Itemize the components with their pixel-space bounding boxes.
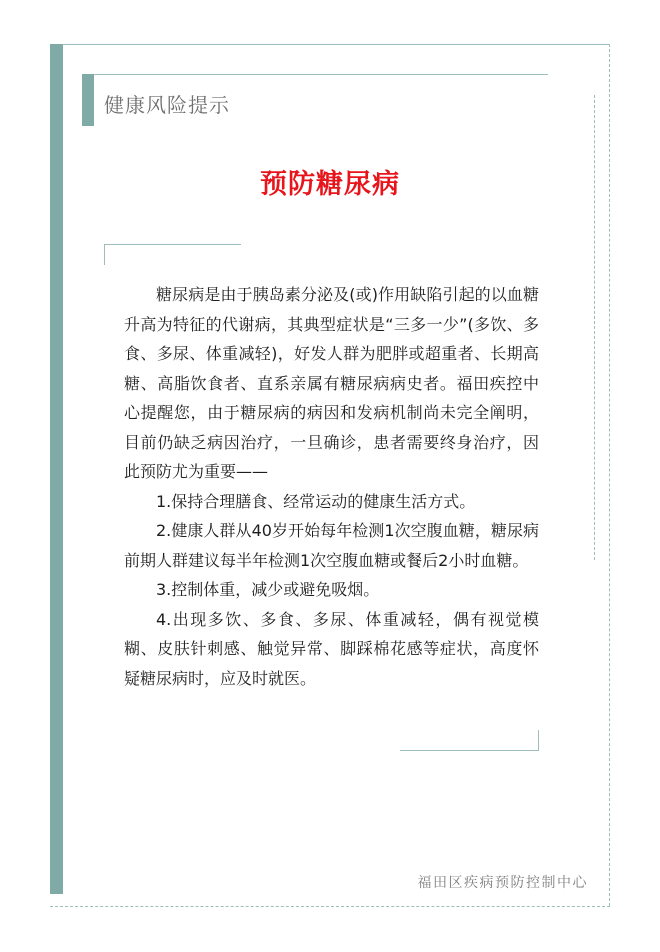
advice-item-3: 3.控制体重，减少或避免吸烟。 [156,580,380,599]
page-title: 预防糖尿病 [260,169,400,200]
corner-bracket-top-left [104,244,241,265]
corner-bracket-bottom-right [400,730,539,751]
header-accent-tab [82,74,94,126]
frame-bottom-border [50,906,610,907]
header-divider-line [94,74,548,75]
footer-organization: 福田区疾病预防控制中心 [417,875,588,891]
section-label: 健康风险提示 [104,93,230,117]
article-body [124,280,539,693]
advice-item-4: 4.出现多饮、多食、多尿、体重减轻，偶有视觉模糊、皮肤针刺感、触觉异常、脚踩棉花感等症状，高度怀疑糖尿病时，应及时就医。 [124,609,539,688]
advice-item-2: 2.健康人群从40岁开始每年检测1次空腹血糖，糖尿病前期人群建议每半年检测1次空腹血糖或餐后2小时血糖。 [124,521,539,570]
frame-top-border [50,44,610,45]
intro-paragraph: 糖尿病是由于胰岛素分泌及(或)作用缺陷引起的以血糖升高为特征的代谢病，其典型症状是“三多一少”(多饮、多食、多尿、体重减轻)，好发人群为肥胖或超重者、长期高糖、高脂饮食者、直系亲属有糖尿病病史者。福田疾控中心提醒您，由于糖尿病的病因和发病机制尚未完全阐明，目前仍缺乏病因治疗，一旦确诊，患者需要终身治疗，因此预防尤为重要—— [124,285,539,481]
advice-item-1: 1.保持合理膳食、经常运动的健康生活方式。 [156,491,476,511]
